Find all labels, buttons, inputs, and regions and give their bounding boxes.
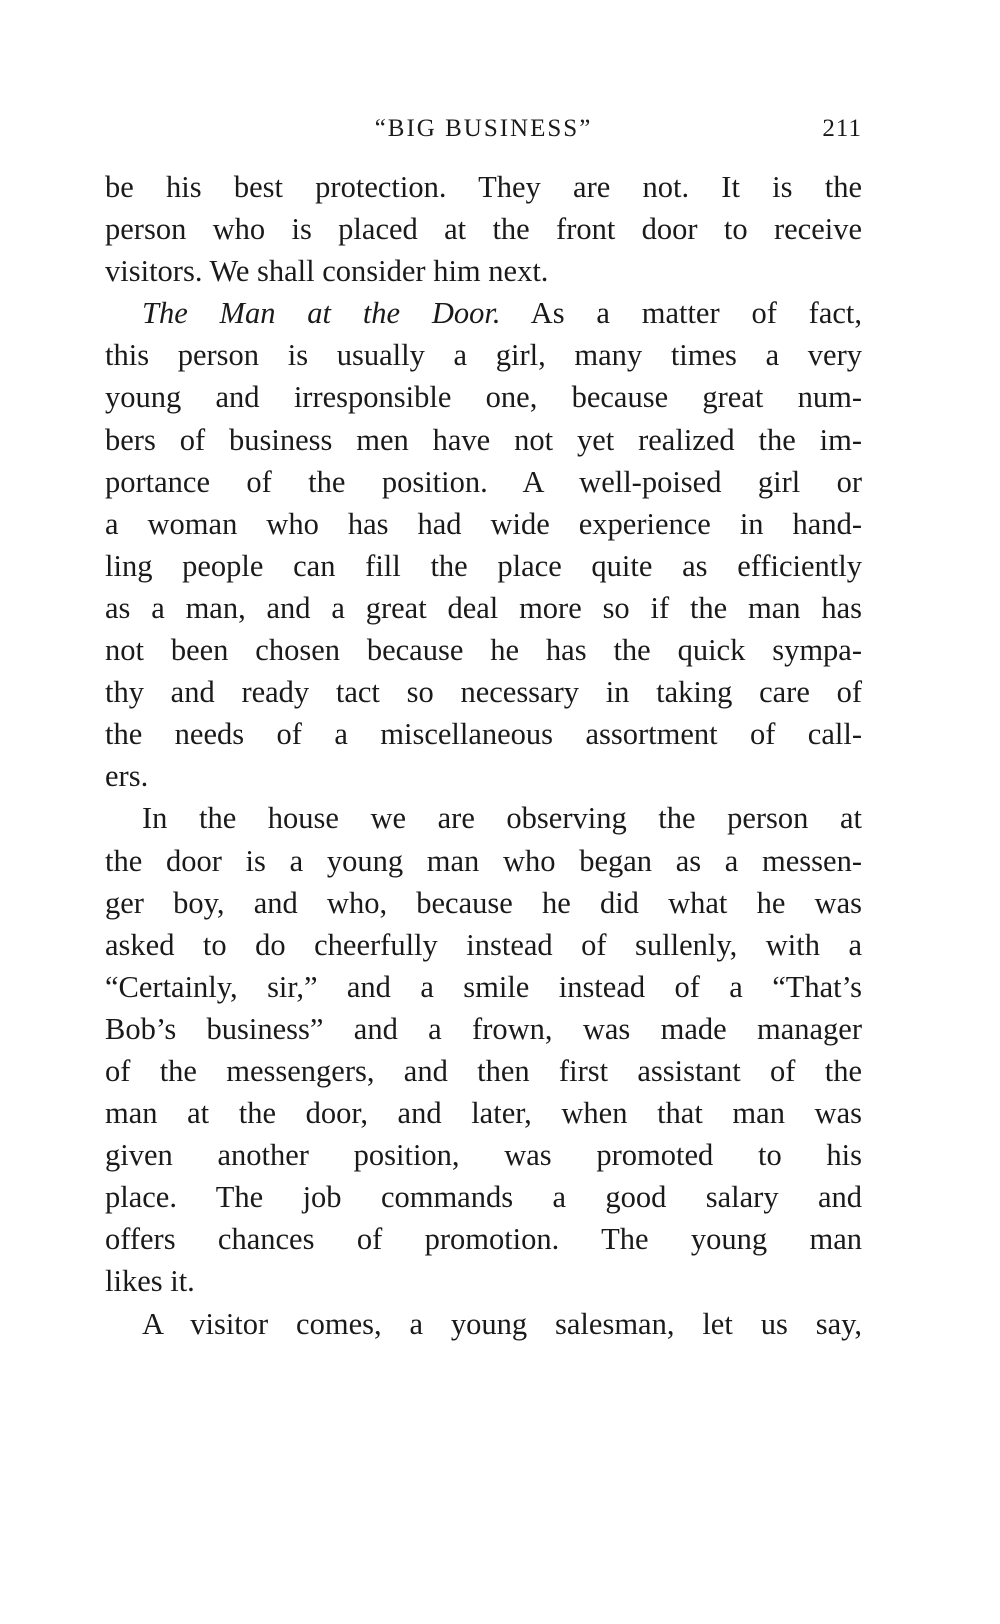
text-line: man at the door, and later, when that man was: [105, 1096, 862, 1131]
text-line: place. The job commands a good salary and: [105, 1180, 862, 1215]
text-line: of the messengers, and then first assistant of the: [105, 1053, 862, 1088]
text-line: In the house we are observing the person at: [142, 801, 862, 836]
page-header: [105, 115, 862, 155]
text-line: A visitor comes, a young salesman, let us say,: [142, 1306, 862, 1341]
text-line: be his best protection. They are not. It is the: [105, 170, 862, 204]
body-text: [105, 166, 862, 1345]
text-line: offers chances of promotion. The young man: [105, 1222, 862, 1257]
text-line: likes it.: [105, 1264, 195, 1299]
paragraph-start: As a matter of fact,: [530, 296, 862, 331]
text-line: person who is placed at the front door to receive: [105, 212, 862, 247]
text-line: portance of the position. A well-poised girl or: [105, 464, 862, 499]
text-line: asked to do cheerfully instead of sullenly, with a: [105, 927, 862, 962]
text-line: “Certainly, sir,” and a smile instead of a “That’s: [105, 969, 862, 1004]
section-heading: The Man at the Door.: [142, 296, 501, 331]
text-line: ers.: [105, 759, 149, 794]
text-line: not been chosen because he has the quick sympa-: [105, 633, 862, 668]
text-line: the door is a young man who began as a messen-: [105, 843, 862, 878]
page-number: 211: [822, 115, 862, 142]
text-line: this person is usually a girl, many times a very: [105, 338, 862, 373]
text-line: the needs of a miscellaneous assortment of call-: [105, 717, 862, 752]
text-line: given another position, was promoted to his: [105, 1138, 862, 1173]
text-line: bers of business men have not yet realized the im-: [105, 422, 862, 457]
text-line: ling people can fill the place quite as efficiently: [105, 548, 862, 583]
text-line: ger boy, and who, because he did what he was: [105, 885, 862, 920]
text-line: young and irresponsible one, because great num-: [105, 380, 862, 415]
running-title: “BIG BUSINESS”: [374, 115, 593, 142]
text-line: Bob’s business” and a frown, was made manager: [105, 1011, 862, 1046]
text-line: thy and ready tact so necessary in taking care of: [105, 675, 862, 710]
text-line: visitors. We shall consider him next.: [105, 254, 549, 289]
text-line: [105, 292, 862, 334]
text-line: a woman who has had wide experience in hand-: [105, 506, 862, 541]
text-line: as a man, and a great deal more so if the man has: [105, 590, 862, 625]
